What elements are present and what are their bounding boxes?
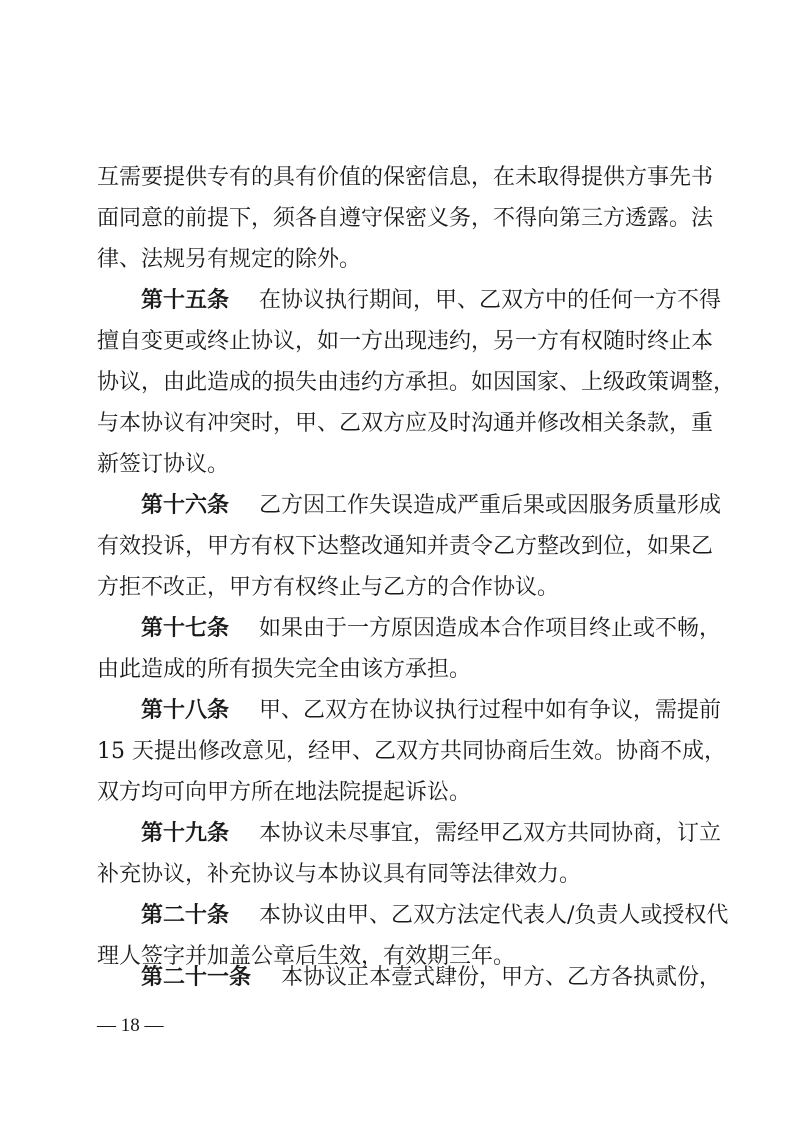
paragraph-line: 补充协议，补充协议与本协议具有同等法律效力。 xyxy=(97,862,582,887)
article-first-line: 第二十条 本协议由甲、乙双方法定代表人/负责人或授权代 xyxy=(141,903,729,928)
paragraph-line: 互需要提供专有的具有价值的保密信息，在未取得提供方事先书 xyxy=(97,165,714,190)
page-number: — 18 — xyxy=(97,1015,164,1036)
paragraph-line: 有效投诉，甲方有权下达整改通知并责令乙方整改到位，如果乙 xyxy=(97,534,714,559)
paragraph-line: 由此造成的所有损失完全由该方承担。 xyxy=(97,657,472,682)
paragraph-line: 面同意的前提下，须各自遵守保密义务，不得向第三方透露。法 xyxy=(97,206,714,231)
paragraph-line: 律、法规另有规定的除外。 xyxy=(97,247,362,272)
article-heading: 第十九条 xyxy=(141,821,230,846)
article-heading: 第十六条 xyxy=(141,493,230,518)
article-heading: 第二十条 xyxy=(141,903,230,928)
paragraph-line: 15 天提出修改意见，经甲、乙双方共同协商后生效。协商不成， xyxy=(97,739,726,764)
paragraph-line: 新签订协议。 xyxy=(97,452,230,477)
article-first-line: 第十五条 在协议执行期间，甲、乙双方中的任何一方不得 xyxy=(141,288,722,313)
paragraph-line: 方拒不改正，甲方有权终止与乙方的合作协议。 xyxy=(97,575,560,600)
paragraph-line: 擅自变更或终止协议，如一方出现违约，另一方有权随时终止本 xyxy=(97,329,714,354)
article-first-line: 第十九条 本协议未尽事宜，需经甲乙双方共同协商，订立 xyxy=(141,821,722,846)
article-first-line: 第十八条 甲、乙双方在协议执行过程中如有争议，需提前 xyxy=(141,698,722,723)
article-heading: 第十八条 xyxy=(141,698,230,723)
article-first-line: 第十六条 乙方因工作失误造成严重后果或因服务质量形成 xyxy=(141,493,722,518)
paragraph-line: 与本协议有冲突时，甲、乙双方应及时沟通并修改相关条款，重 xyxy=(97,411,714,436)
article-heading: 第十五条 xyxy=(141,288,230,313)
article-first-line: 第二十一条 本协议正本壹式肆份，甲方、乙方各执贰份， xyxy=(141,965,722,990)
paragraph-line: 双方均可向甲方所在地法院提起诉讼。 xyxy=(97,780,472,805)
article-first-line: 第十七条 如果由于一方原因造成本合作项目终止或不畅， xyxy=(141,616,722,641)
article-heading: 第十七条 xyxy=(141,616,230,641)
paragraph-line: 协议，由此造成的损失由违约方承担。如因国家、上级政策调整， xyxy=(97,370,736,395)
paragraph-line: 理人签字并加盖公章后生效，有效期三年。 xyxy=(97,944,516,969)
article-heading: 第二十一条 xyxy=(141,965,252,990)
